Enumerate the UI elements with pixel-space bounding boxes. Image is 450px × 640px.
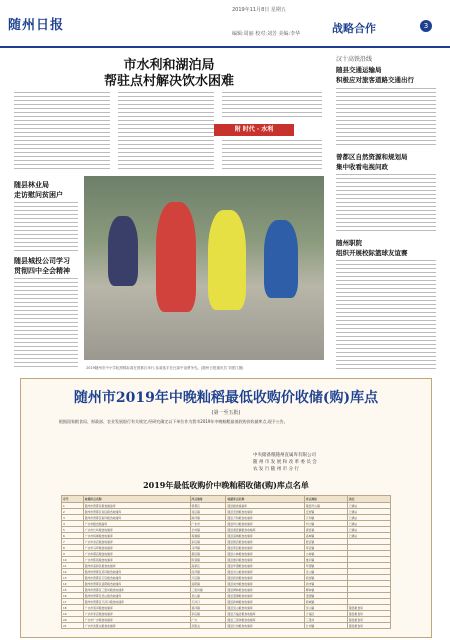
table-cell: 天河口 [190, 599, 226, 605]
table-cell: 随县吴山粮食收储库 [226, 605, 304, 611]
table-cell: 草店镇 [304, 545, 347, 551]
table-cell: 万店镇 [190, 575, 226, 581]
table-cell: 新街镇 [304, 575, 347, 581]
sidebar-article1-body [14, 202, 78, 252]
table-header-cell: 收储库点名称 [226, 496, 304, 503]
table-cell: 高城镇 [304, 533, 347, 539]
right-headline6: 组织开展校际篮球友谊赛 [336, 249, 408, 257]
table-cell: 广办 [190, 617, 226, 623]
grain-notice [20, 378, 432, 638]
notice-title: 随州市2019年中晚籼稻最低收购价收储(购)库点 [73, 390, 379, 406]
page-credits: 编辑:周丽 校对:刘芳 美编:李华 [232, 31, 301, 37]
main-headline-line2: 帮驻点村解决饮水困难 [103, 74, 234, 89]
table-cell: 广水市长岭粮食收储库 [83, 527, 190, 533]
table-cell: 随县高城粮食收储库 [226, 533, 304, 539]
table-cell: 2 [62, 509, 84, 515]
table-cell: 随县澴潭粮食收储库 [226, 593, 304, 599]
masthead: 随州日报 [8, 18, 65, 33]
table-cell: 随县唐县镇粮食收储库 [226, 527, 304, 533]
article-body-col3 [222, 92, 322, 120]
notice-issuers [253, 452, 393, 473]
table-header-cell: 收储库点名称 [83, 496, 190, 503]
table-cell: 随州市曾都区何店粮食收储库 [83, 509, 190, 515]
skater-figure [208, 210, 246, 310]
table-cell: 随县淮河粮食收储库 [226, 557, 304, 563]
table-cell: 广水市广办粮食收储库 [83, 617, 190, 623]
article-body-col2 [118, 92, 214, 172]
table-cell: 随县三里岗粮食收储库 [226, 617, 304, 623]
table-cell: 4 [62, 521, 84, 527]
table-cell: 广水市余店粮食收储库 [83, 539, 190, 545]
sidebar-article2-body [14, 278, 78, 370]
issuer-3: 农 发 行 随 州 市 分 行 [253, 467, 300, 472]
table-cell: 随县小林粮食收储库 [226, 551, 304, 557]
right-headline1: 随县交通运输局 [336, 66, 382, 74]
table-header-cell: 库点地址 [304, 496, 347, 503]
table-cell: 随县粮食局 [347, 623, 390, 629]
table-cell: 洪山镇 [304, 569, 347, 575]
table-cell: 府河镇 [190, 569, 226, 575]
table-cell: 陈巷镇 [190, 557, 226, 563]
table-cell: 杨寨镇 [190, 533, 226, 539]
table-cell: 随县殷店粮食收储库 [226, 539, 304, 545]
table-cell: 7 [62, 539, 84, 545]
table-cell: 广水市 [190, 521, 226, 527]
right-kicker: 汉十高铁沿线 [336, 56, 373, 63]
sidebar-headline2: 走访慰问贫困户 [14, 190, 63, 199]
table-cell: 广水市马坪粮食收储库 [83, 545, 190, 551]
table-cell: 殷店镇 [304, 539, 347, 545]
table-cell: 何店镇 [190, 509, 226, 515]
page-number: 3 [420, 20, 432, 32]
table-header-row [62, 496, 391, 503]
main-headline-line1: 市水利和湖泊局 [123, 58, 215, 73]
table-cell: 淅河镇 [190, 515, 226, 521]
table-cell: 随县尚市粮食收储库 [226, 581, 304, 587]
table-cell: 均川镇 [304, 521, 347, 527]
table-cell: 随县环潭粮食收储库 [226, 563, 304, 569]
table-cell: 吴山镇 [190, 593, 226, 599]
table-header-cell: 序号 [62, 496, 84, 503]
table-cell: 21 [62, 623, 84, 629]
table-cell: 随县洪山粮食收储库 [226, 569, 304, 575]
section-title: 战略合作 [332, 22, 376, 35]
table-cell: 随州市高新区粮食收储库 [83, 563, 190, 569]
depot-table [61, 495, 391, 629]
table-cell: 高新区 [190, 563, 226, 569]
table-cell: 随州市曾都区吴山粮食收储库 [83, 593, 190, 599]
table-cell: 已确认 [347, 521, 390, 527]
table-cell: 随县粮食储备库 [226, 503, 304, 509]
table-cell: 随州市曾都区万店粮食收储库 [83, 575, 190, 581]
table-cell: 随县柳林粮食收储库 [226, 587, 304, 593]
table-cell: 广水市李店粮食收储库 [83, 611, 190, 617]
table-cell: 已确认 [347, 515, 390, 521]
table-cell: 9 [62, 551, 84, 557]
table-cell: 长岗镇 [304, 623, 347, 629]
table-cell: 8 [62, 545, 84, 551]
table-cell: 随县均川粮食收储库 [226, 521, 304, 527]
table-cell: 16 [62, 593, 84, 599]
table-cell: 尚市镇 [304, 581, 347, 587]
table-cell: 武胜关 [190, 623, 226, 629]
issuer-2: 随 州 市 发 展 和 改 革 委 员 会 [253, 460, 317, 465]
right-article2-body [336, 174, 436, 232]
table-cell: 长岭镇 [190, 527, 226, 533]
notice-body: 根据国家粮食局、财政部、农业发展银行有关规定,经研究确定以下单位作为我市2019年中晚籼稻最低收购价收储库点,现予公告。 [59, 419, 288, 424]
table-cell: 14 [62, 581, 84, 587]
table-cell: 郝店镇 [190, 551, 226, 557]
sidebar-headline1: 随县林业局 [14, 180, 49, 189]
table-cell: 三里岗镇 [190, 587, 226, 593]
table-cell: 已确认 [347, 527, 390, 533]
table-cell: 随县长岗粮食收储库 [226, 623, 304, 629]
news-photo [84, 176, 324, 360]
table-cell: 澴潭镇 [304, 593, 347, 599]
table-cell: 5 [62, 527, 84, 533]
issuer-1: 中央储备粮随州直属库有限公司 [253, 453, 316, 458]
sidebar-headline4: 贯彻四中全会精神 [14, 266, 70, 275]
table-title: 2019年最低收购价中晚籼稻收储(购)库点名单 [143, 480, 309, 490]
table-cell: 广水市蔡河粮食收储库 [83, 605, 190, 611]
right-headline5: 随州职院 [336, 239, 362, 247]
right-headline2: 积极应对旅客道路交通出行 [336, 76, 414, 84]
table-cell: 淮河镇 [304, 557, 347, 563]
table-cell: 随州市曾都区府河粮食收储库 [83, 569, 190, 575]
right-article1-body [336, 88, 436, 146]
table-cell: 李店镇 [190, 611, 226, 617]
table-cell: 广水市郝店粮食收储库 [83, 551, 190, 557]
table-cell: 15 [62, 587, 84, 593]
skater-figure [156, 202, 196, 312]
table-cell: 11 [62, 563, 84, 569]
table-cell: 随县万福店粮食收储库 [226, 611, 304, 617]
table-cell: 随州市曾都区三里岗粮食收储库 [83, 587, 190, 593]
table-cell: 万和镇 [304, 515, 347, 521]
table-cell: 吴山镇 [304, 605, 347, 611]
right-article3-body [336, 260, 436, 370]
table-cell: 广水市杨寨粮食收储库 [83, 533, 190, 539]
right-headline4: 集中收看电视问政 [336, 163, 388, 171]
table-cell: 小林镇 [304, 551, 347, 557]
table-header-cell: 库点地址 [190, 496, 226, 503]
issue-date: 2019年11月8日 星期五 [232, 7, 286, 13]
page-header [0, 0, 450, 48]
table-cell: 随县粮食局 [347, 605, 390, 611]
table-cell: 马坪镇 [190, 545, 226, 551]
right-headline3: 曾都区自然资源和规划局 [336, 153, 408, 161]
table-body [62, 503, 391, 629]
table-cell: 13 [62, 575, 84, 581]
table-cell: 3 [62, 515, 84, 521]
photo-caption: 2019随州市中小学轮滑锦标赛在曾都区举行,参赛选手在比赛中奋勇争先。(随州日报通讯员 刘建江摄) [86, 366, 244, 370]
table-cell: 柳林镇 [304, 587, 347, 593]
table-cell: 已确认 [347, 509, 390, 515]
table-cell: 万福店 [304, 611, 347, 617]
table-cell: 随县安居粮食收储库 [226, 509, 304, 515]
feature-banner: 附 时代 · 水利 [214, 124, 294, 136]
table-cell: 10 [62, 557, 84, 563]
table-cell: 20 [62, 617, 84, 623]
skater-figure [108, 216, 138, 286]
table-row [62, 623, 391, 629]
table-cell: 6 [62, 533, 84, 539]
table-cell: 唐县镇 [304, 527, 347, 533]
table-cell: 随州市曾都区淅河粮食收储库 [83, 515, 190, 521]
table-cell: 环潭镇 [304, 563, 347, 569]
table-cell: 已确认 [347, 503, 390, 509]
table-cell: 随县草店粮食收储库 [226, 545, 304, 551]
table-cell: 随县万和粮食收储库 [226, 515, 304, 521]
table-cell: 19 [62, 611, 84, 617]
table-cell: 18 [62, 605, 84, 611]
table-cell: 广水市武胜关粮食收储库 [83, 623, 190, 629]
table-cell: 随州市曾都区粮食储备库 [83, 503, 190, 509]
table-cell: 1 [62, 503, 84, 509]
table-cell: 随县粮食局 [347, 611, 390, 617]
table-cell: 新城镇 [304, 599, 347, 605]
table-cell: 广水市陈巷粮食收储库 [83, 557, 190, 563]
table-cell: 曾都区 [190, 503, 226, 509]
table-cell: 17 [62, 599, 84, 605]
table-cell: 余店镇 [190, 539, 226, 545]
sidebar-headline3: 随县城投公司学习 [14, 256, 70, 265]
table-cell: 广水市粮食储备库 [83, 521, 190, 527]
table-cell: 三里岗 [304, 617, 347, 623]
table-cell: 随县新城粮食收储库 [226, 599, 304, 605]
table-cell: 安居镇 [304, 509, 347, 515]
table-cell: 随州市曾都区天河口粮食收储库 [83, 599, 190, 605]
skater-figure [264, 220, 298, 298]
table-cell: 12 [62, 569, 84, 575]
notice-subtitle: (第一至五批) [211, 410, 241, 416]
table-cell: 随县新街粮食收储库 [226, 575, 304, 581]
table-cell: 随县粮食局 [347, 617, 390, 623]
article-body-col3b [222, 140, 322, 172]
article-body-col1 [14, 92, 110, 172]
table-cell: 随县厉山镇 [304, 503, 347, 509]
table-cell: 洛阳镇 [190, 581, 226, 587]
table-header-cell: 备注 [347, 496, 390, 503]
table-cell: 随州市曾都区洛阳粮食收储库 [83, 581, 190, 587]
table-cell: 蔡河镇 [190, 605, 226, 611]
table-cell: 已确认 [347, 533, 390, 539]
